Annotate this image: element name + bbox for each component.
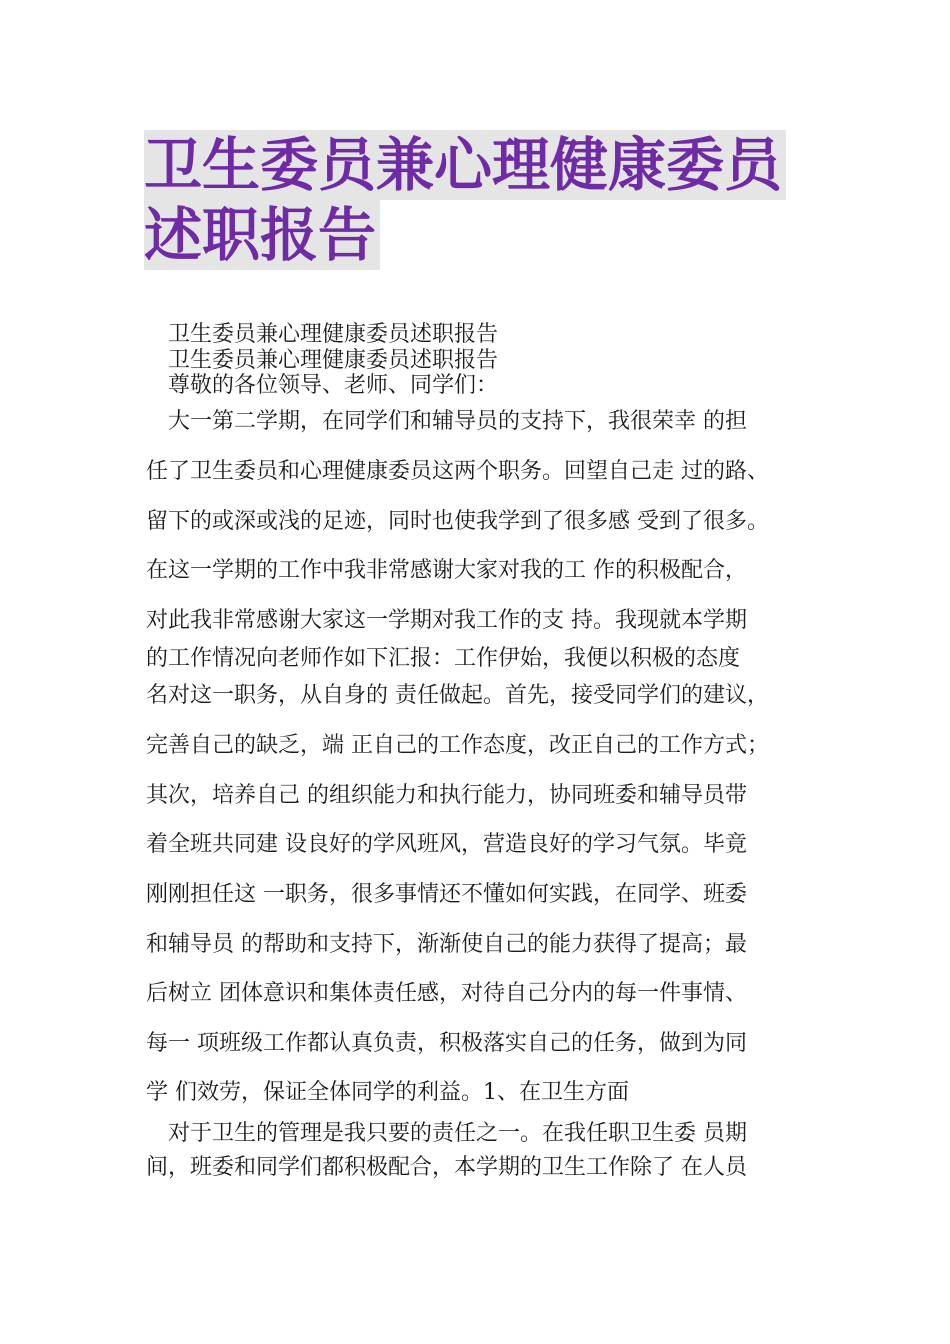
body-line: 后树立 团体意识和集体责任感，对待自己分内的每一件事情、 xyxy=(146,981,747,1006)
body-line: 其次，培养自己 的组织能力和执行能力，协同班委和辅导员带 xyxy=(146,783,747,808)
body-line: 刚刚担任这 一职务，很多事情还不懂如何实践，在同学、班委 xyxy=(146,882,747,907)
body-line: 尊敬的各位领导、老师、同学们： xyxy=(168,373,499,398)
document-title-line-2: 述职报告 xyxy=(144,200,380,270)
body-line: 名对这一职务，从自身的 责任做起。首先，接受同学们的建议， xyxy=(146,683,769,708)
body-line: 和辅导员 的帮助和支持下，渐渐使自己的能力获得了提高；最 xyxy=(146,932,747,957)
body-line: 的工作情况向老师作如下汇报：工作伊始，我便以积极的态度 xyxy=(146,646,741,671)
body-line: 大一第二学期，在同学们和辅导员的支持下，我很荣幸 的担 xyxy=(168,409,747,434)
body-line: 着全班共同建 设良好的学风班风，营造良好的学习气氛。毕竟 xyxy=(146,832,747,857)
body-line: 对此我非常感谢大家这一学期对我工作的支 持。我现就本学期 xyxy=(146,608,747,633)
body-line: 任了卫生委员和心理健康委员这两个职务。回望自己走 过的路、 xyxy=(146,459,769,484)
body-line: 卫生委员兼心理健康委员述职报告 xyxy=(168,348,499,373)
body-line: 在这一学期的工作中我非常感谢大家对我的工 作的积极配合， xyxy=(146,558,747,583)
body-line: 卫生委员兼心理健康委员述职报告 xyxy=(168,322,499,347)
body-line: 学 们效劳，保证全体同学的利益。1、在卫生方面 xyxy=(146,1080,629,1105)
body-line: 间，班委和同学们都积极配合，本学期的卫生工作除了 在人员 xyxy=(146,1155,747,1180)
body-line: 对于卫生的管理是我只要的责任之一。在我任职卫生委 员期 xyxy=(168,1121,747,1146)
body-line: 完善自己的缺乏，端 正自己的工作态度，改正自己的工作方式； xyxy=(146,733,769,758)
document-title-line-1: 卫生委员兼心理健康委员 xyxy=(144,130,786,200)
body-line: 留下的或深或浅的足迹，同时也使我学到了很多感 受到了很多。 xyxy=(146,509,769,534)
body-line: 每一 项班级工作都认真负责，积极落实自己的任务，做到为同 xyxy=(146,1031,747,1056)
